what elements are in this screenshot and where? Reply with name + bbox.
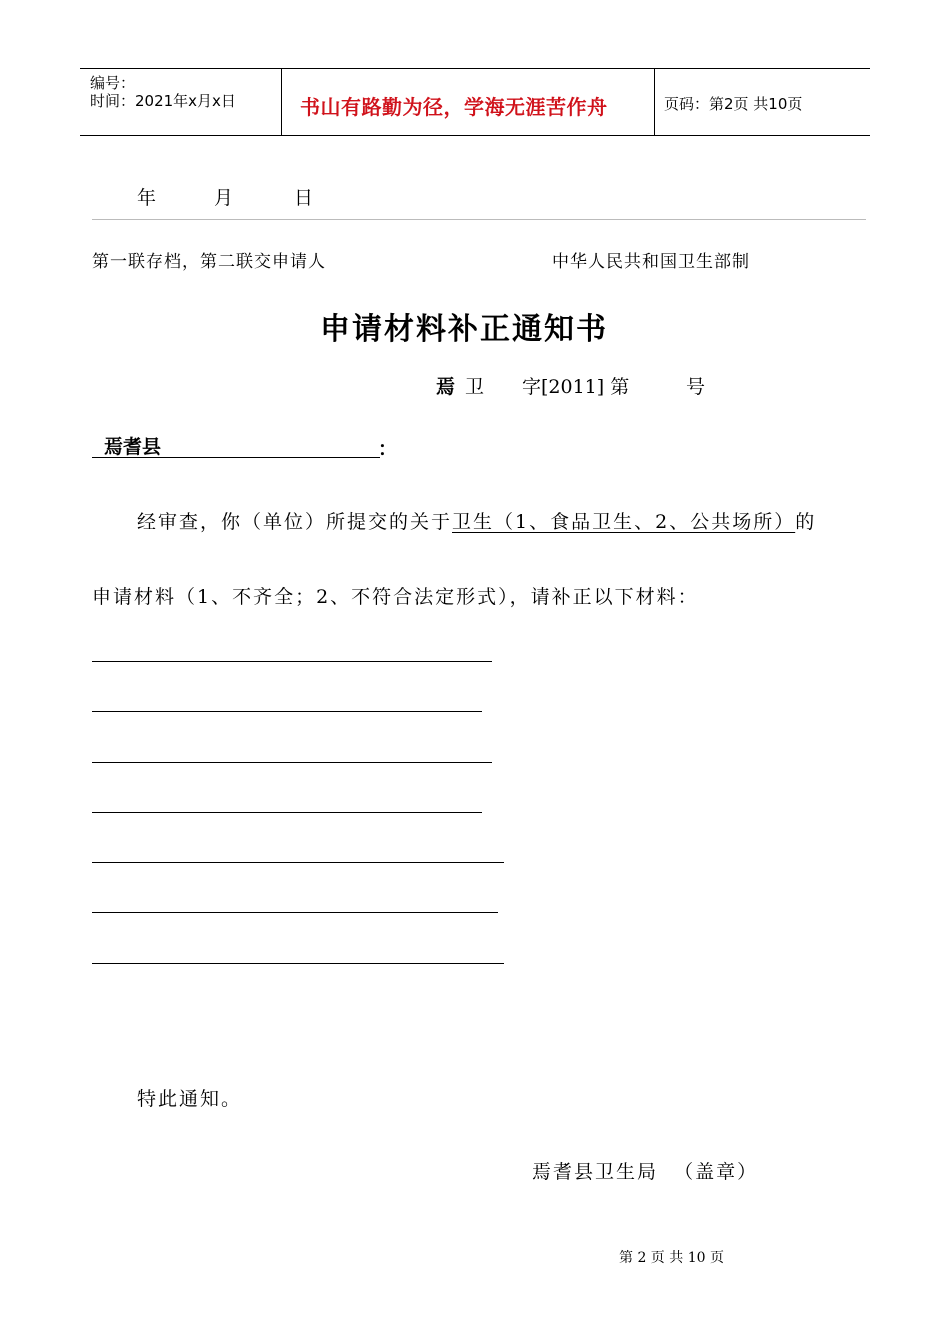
fill-line-6[interactable]	[92, 912, 498, 913]
header-top-rule	[80, 68, 870, 69]
date-separator-rule	[92, 219, 866, 220]
ref-wei: 卫	[465, 376, 485, 398]
header-divider-right	[654, 68, 655, 136]
header-time-label: 时间：2021年x月x日	[90, 92, 236, 110]
addressee-name: 焉耆县	[104, 436, 162, 458]
fill-line-1[interactable]	[92, 661, 492, 662]
footer-page-number: 第 2 页 共 10 页	[619, 1250, 724, 1266]
ref-hao: 号	[686, 376, 706, 398]
header-motto: 书山有路勤为径，学海无涯苦作舟	[300, 95, 608, 119]
para1-after: 的	[795, 511, 817, 533]
header-serial-label: 编号：	[90, 74, 136, 92]
review-paragraph-line2: 申请材料（1、不齐全；2、不符合法定形式），请补正以下材料：	[92, 586, 699, 608]
closing-text: 特此通知。	[137, 1088, 243, 1110]
addressee-underline	[92, 457, 380, 458]
para1-before: 经审查，你（单位）所提交的关于	[137, 511, 453, 533]
header-divider-left	[281, 68, 282, 136]
date-month-label: 月	[214, 187, 236, 209]
ref-prefix: 焉	[436, 376, 456, 398]
para1-underlined: 卫生（1、食品卫生、2、公共场所）	[452, 511, 796, 533]
review-paragraph-line1	[137, 507, 816, 534]
date-year-label: 年	[137, 187, 159, 209]
fill-line-7[interactable]	[92, 963, 504, 964]
fill-line-5[interactable]	[92, 862, 504, 863]
fill-line-2[interactable]	[92, 711, 482, 712]
signature-text: 焉耆县卫生局 （盖章）	[532, 1161, 759, 1183]
issuer-note: 中华人民共和国卫生部制	[552, 252, 750, 272]
addressee-colon: ：	[378, 438, 398, 460]
fill-line-3[interactable]	[92, 762, 492, 763]
copy-note: 第一联存档，第二联交申请人	[92, 252, 326, 272]
date-day-label: 日	[294, 187, 316, 209]
header-bottom-rule	[80, 135, 870, 136]
fill-line-4[interactable]	[92, 812, 482, 813]
header-page-info: 页码：第2页 共10页	[664, 95, 803, 113]
ref-year: 字[2011] 第	[522, 376, 630, 398]
document-title: 申请材料补正通知书	[320, 312, 608, 347]
